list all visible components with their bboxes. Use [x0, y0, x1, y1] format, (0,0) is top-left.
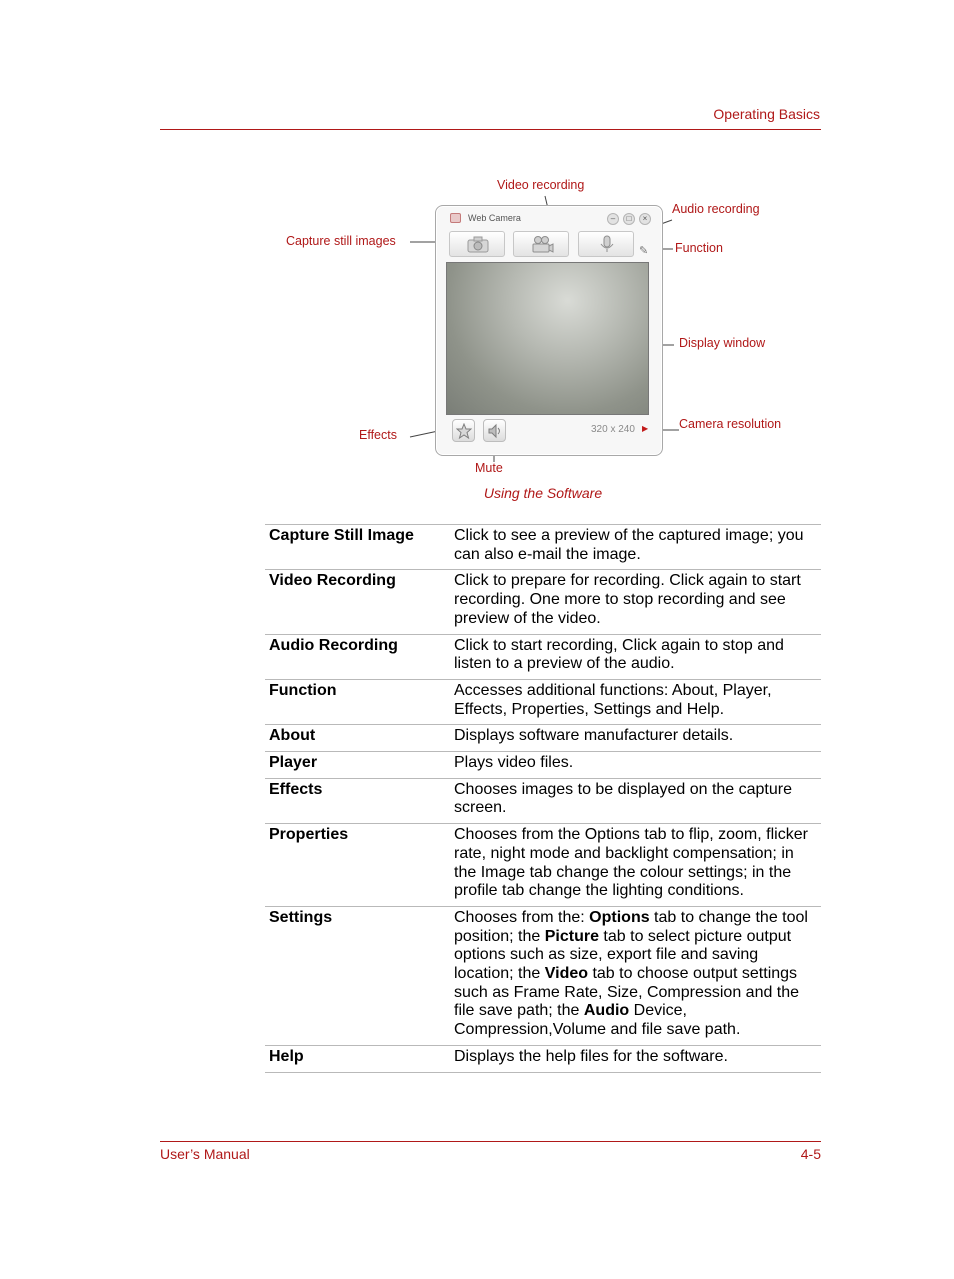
desc-text: tab to change the tool position; the: [454, 908, 808, 945]
running-header: Operating Basics: [713, 106, 820, 122]
callout-video-recording: Video recording: [497, 178, 585, 192]
table-row: [265, 824, 821, 907]
close-icon[interactable]: ×: [639, 213, 651, 225]
row-term: Settings: [269, 908, 333, 926]
table-row: [265, 1046, 821, 1073]
figure-caption: Using the Software: [483, 485, 603, 501]
row-term: Function: [269, 681, 337, 699]
callout-camera-resolution: Camera resolution: [679, 417, 782, 431]
capture-still-button[interactable]: [449, 231, 505, 257]
function-table: [265, 524, 821, 1073]
mute-button[interactable]: [483, 419, 506, 442]
row-term: Properties: [269, 826, 349, 844]
desc-text: tab to select picture output options such as size, export file and saving location; the: [454, 927, 792, 983]
row-description: Chooses from the Options tab to flip, zoom, flicker rate, night mode and backlight compensation; in the Image tab change the colour settings; in the profile tab change the lighting conditions.: [454, 826, 808, 900]
callout-display-window: Display window: [679, 336, 766, 350]
video-camera-icon: [530, 235, 554, 253]
table-row: [265, 680, 821, 725]
page-number: 4-5: [800, 1146, 821, 1162]
audio-recording-button[interactable]: [578, 231, 634, 257]
footer-rule: [160, 1141, 821, 1142]
function-wrench-icon[interactable]: ✎: [639, 245, 649, 257]
desc-bold-options: Options: [589, 908, 650, 926]
table-row: [265, 752, 821, 779]
software-figure: [0, 0, 954, 510]
row-term: Effects: [269, 780, 323, 798]
desc-text: Device, Compression,Volume and file save path.: [454, 1002, 741, 1039]
row-term: Player: [269, 754, 318, 772]
desc-bold-picture: Picture: [544, 927, 599, 945]
row-description: Displays software manufacturer details.: [454, 727, 734, 745]
table-row: [265, 725, 821, 752]
row-description: Click to start recording, Click again to stop and listen to a preview of the audio.: [454, 636, 784, 673]
table-row: [265, 779, 821, 824]
callout-function: Function: [675, 241, 723, 255]
callout-effects: Effects: [359, 428, 397, 442]
row-term: Audio Recording: [269, 636, 398, 654]
resolution-arrow-icon[interactable]: ▶: [642, 424, 649, 433]
table-row: [265, 525, 821, 570]
desc-bold-audio: Audio: [583, 1002, 630, 1020]
callout-audio-recording: Audio recording: [672, 202, 760, 216]
speaker-icon: [487, 423, 503, 439]
video-recording-button[interactable]: [513, 231, 569, 257]
camera-icon: [466, 235, 490, 253]
row-term: Capture Still Image: [269, 527, 414, 544]
effects-button[interactable]: [452, 419, 475, 442]
table-row: [265, 635, 821, 680]
app-logo-icon: [450, 213, 461, 223]
display-window: [446, 262, 649, 415]
table-row: [265, 907, 821, 1046]
maximize-icon[interactable]: □: [623, 213, 635, 225]
table-row: [265, 570, 821, 634]
footer-manual-title: User’s Manual: [160, 1146, 250, 1162]
microphone-icon: [595, 235, 619, 253]
row-description: Plays video files.: [454, 754, 574, 772]
desc-text: tab to choose output settings such as Frame Rate, Size, Compression and the file save path; the: [454, 965, 800, 1020]
row-term: Help: [269, 1047, 304, 1065]
star-icon: [456, 423, 472, 439]
window-title: Web Camera: [468, 213, 521, 223]
camera-resolution-readout: 320 x 240: [591, 424, 635, 435]
row-description: Chooses images to be displayed on the capture screen.: [454, 780, 792, 817]
web-camera-window: [435, 205, 663, 456]
callout-mute: Mute: [475, 461, 503, 475]
callout-capture-still: Capture still images: [286, 234, 396, 248]
row-term: Video Recording: [269, 572, 396, 590]
row-description: [454, 909, 821, 1040]
desc-bold-video: Video: [544, 965, 589, 983]
row-term: About: [269, 727, 316, 745]
row-description: Click to prepare for recording. Click again to start recording. One more to stop recording and see preview of the video.: [454, 572, 801, 627]
minimize-icon[interactable]: –: [607, 213, 619, 225]
row-description: Displays the help files for the software.: [454, 1047, 728, 1065]
row-description: Accesses additional functions: About, Player, Effects, Properties, Settings and Help.: [454, 681, 772, 718]
desc-text: Chooses from the:: [454, 908, 590, 926]
row-description: Click to see a preview of the captured image; you can also e-mail the image.: [454, 527, 804, 563]
